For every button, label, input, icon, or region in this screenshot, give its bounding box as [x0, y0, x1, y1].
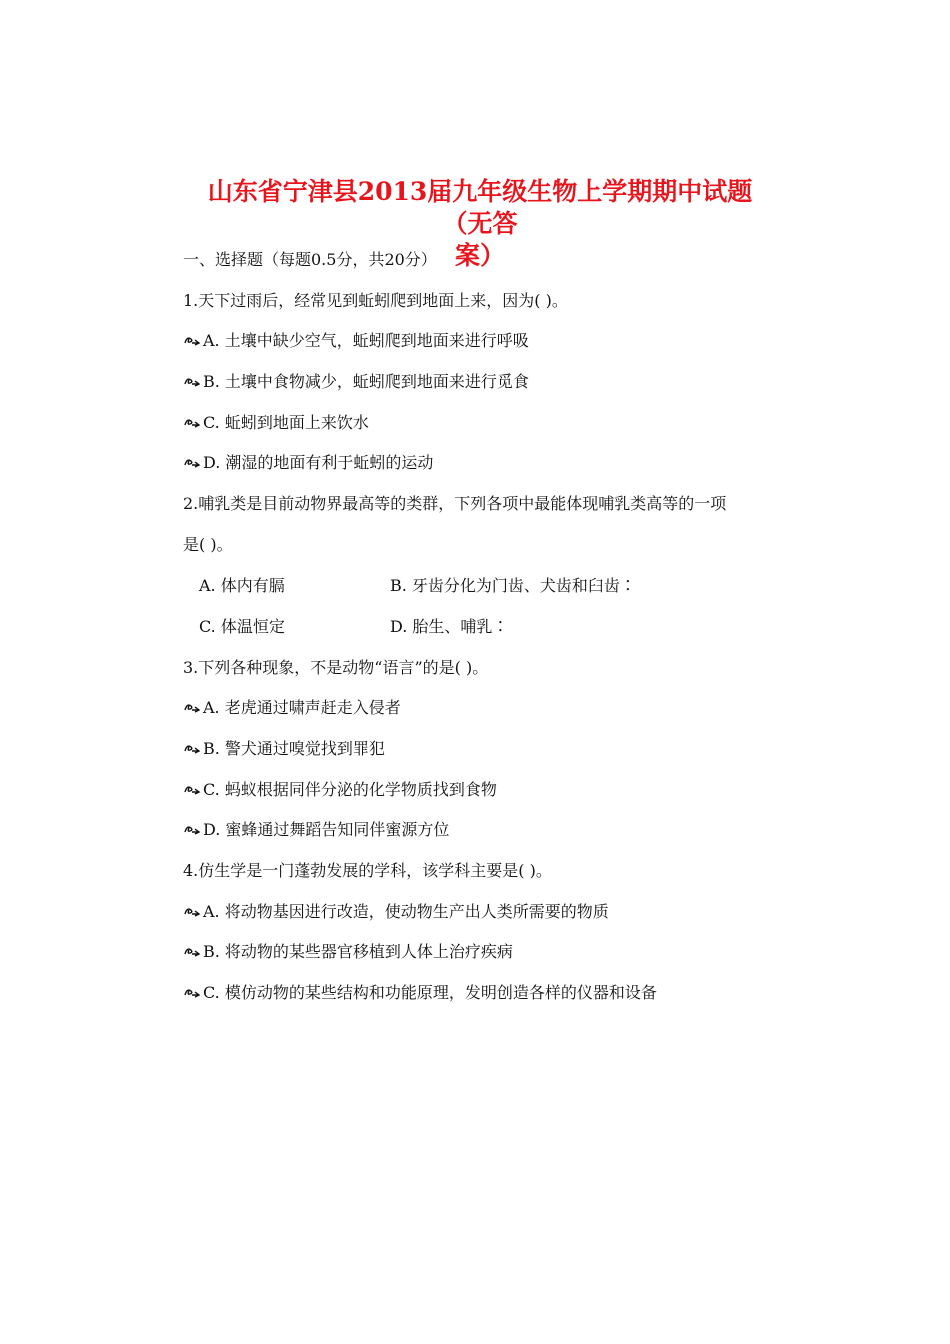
option-text: B. 将动物的某些器官移植到人体上治疗疾病: [203, 942, 513, 961]
question-2-option-d: D. 胎生、哺乳∶: [390, 617, 509, 636]
question-2-stem-line-1: 2.哺乳类是目前动物界最高等的类群，下列各项中最能体现哺乳类高等的一项: [183, 494, 727, 513]
question-2-option-b: B. 牙齿分化为门齿、犬齿和臼齿∶: [390, 576, 636, 595]
question-1-option-a: [183, 328, 529, 351]
option-text: D. 蜜蜂通过舞蹈告知同伴蜜源方位: [203, 820, 450, 839]
question-1-option-d: [183, 450, 433, 473]
question-3-option-c: [183, 777, 497, 800]
option-text: C. 蚯蚓到地面上来饮水: [203, 413, 369, 432]
curl-bullet-icon: [183, 416, 201, 428]
question-3-option-b: [183, 736, 385, 759]
curl-bullet-icon: [183, 375, 201, 387]
option-text: B. 土壤中食物减少，蚯蚓爬到地面来进行觅食: [203, 372, 529, 391]
curl-bullet-icon: [183, 783, 201, 795]
question-4-stem: 4.仿生学是一门蓬勃发展的学科，该学科主要是( )。: [183, 861, 552, 880]
option-text: A. 土壤中缺少空气，蚯蚓爬到地面来进行呼吸: [203, 331, 529, 350]
curl-bullet-icon: [183, 456, 201, 468]
title-line-1: 山东省宁津县2013届九年级生物上学期期中试题（无答: [207, 177, 753, 238]
question-3-option-d: [183, 817, 449, 840]
question-3-option-a: [183, 695, 401, 718]
curl-bullet-icon: [183, 986, 201, 998]
curl-bullet-icon: [183, 334, 201, 346]
question-1-option-b: [183, 369, 529, 392]
option-text: C. 蚂蚁根据同伴分泌的化学物质找到食物: [203, 780, 497, 799]
curl-bullet-icon: [183, 742, 201, 754]
option-text: A. 老虎通过啸声赶走入侵者: [203, 698, 401, 717]
curl-bullet-icon: [183, 945, 201, 957]
curl-bullet-icon: [183, 823, 201, 835]
option-text: D. 潮湿的地面有利于蚯蚓的运动: [203, 453, 434, 472]
option-text: C. 模仿动物的某些结构和功能原理，发明创造各样的仪器和设备: [203, 983, 657, 1002]
section-heading: 一、选择题（每题0.5分，共20分）: [183, 250, 437, 269]
question-4-option-a: [183, 899, 609, 922]
curl-bullet-icon: [183, 905, 201, 917]
question-2-option-a: A. 体内有膈: [199, 576, 285, 595]
question-2-option-c: C. 体温恒定: [199, 617, 285, 636]
option-text: B. 警犬通过嗅觉找到罪犯: [203, 739, 385, 758]
curl-bullet-icon: [183, 701, 201, 713]
question-1-option-c: [183, 410, 369, 433]
question-1-stem: 1.天下过雨后，经常见到蚯蚓爬到地面上来，因为( )。: [183, 291, 568, 310]
title-line-2: 案）: [454, 241, 505, 270]
question-2-stem-line-2: 是( )。: [183, 535, 233, 554]
option-text: A. 将动物基因进行改造，使动物生产出人类所需要的物质: [203, 902, 609, 921]
question-4-option-b: [183, 939, 513, 962]
question-4-option-c: [183, 980, 657, 1003]
question-3-stem: 3.下列各种现象，不是动物“语言”的是( )。: [183, 658, 489, 677]
